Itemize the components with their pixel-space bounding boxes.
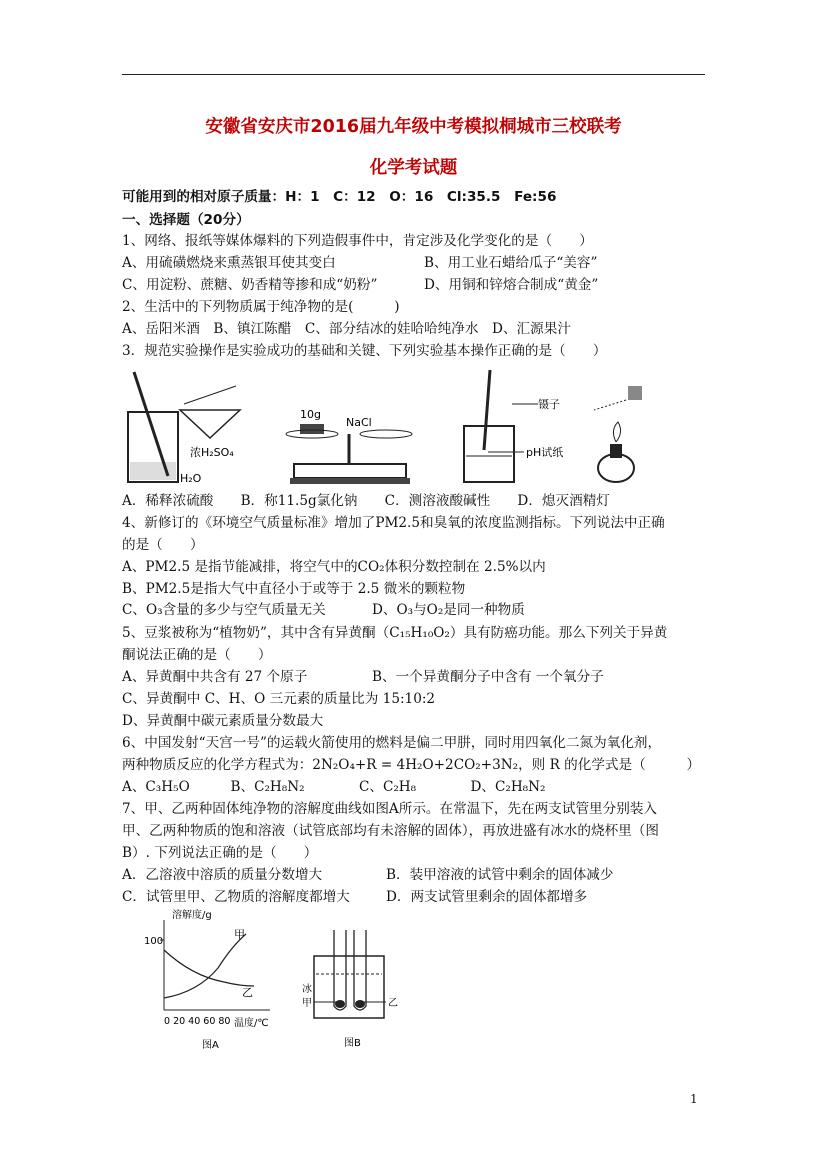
question-2: 2、生活中的下列物质属于纯净物的是( ) [122,299,400,315]
x-axis-label: 温度/℃ [234,1018,269,1029]
curve-jia [164,934,246,998]
page-subtitle: 化学考试题 [369,158,458,178]
q5-option-c: C、异黄酮中 C、H、O 三元素的质量比为 15:10:2 [122,691,436,707]
q4-option-d: D、O₃与O₂是同一种物质 [372,602,525,618]
label-water: H₂O [180,472,202,485]
fig-ph-test [464,370,563,482]
q3-figures [124,364,644,488]
curve-label-yi: 乙 [242,986,253,999]
label-ice: 冰 [302,984,312,995]
q7-option-c: C．试管里甲、乙物质的溶解度都增大 [122,889,350,905]
section-heading: 一、选择题（20分） [122,212,250,228]
label-conc-acid: 浓H₂SO₄ [190,446,234,459]
solubility-figure [140,906,290,1052]
question-3: 3．规范实验操作是实验成功的基础和关键、下列实验基本操作正确的是（ ） [122,343,607,359]
question-4-line2: 的是（ ） [122,537,204,553]
fig-dilute-acid [128,372,240,485]
figure-a-caption: 图A [202,1040,219,1051]
figure-b-caption: 图B [344,1038,361,1049]
question-1: 1、网络、报纸等媒体爆料的下列造假事件中，肯定涉及化学变化的是（ ） [122,233,593,249]
page-number: 1 [690,1092,698,1106]
y-axis-label: 溶解度/g [172,910,212,921]
y-tick-100: 100 [144,936,164,947]
curve-label-jia: 甲 [234,928,245,941]
label-tweezers: 镊子 [538,398,560,411]
q5-option-b: B、一个异黄酮分子中含有 一个氧分子 [372,669,604,685]
q7-option-a: A．乙溶液中溶质的质量分数增大 [122,867,323,883]
q5-option-d: D、异黄酮中碳元素质量分数最大 [122,713,324,729]
question-5-line2: 酮说法正确的是（ ） [122,647,272,663]
atomic-masses: 可能用到的相对原子质量：H：1 C：12 O：16 Cl:35.5 Fe:56 [122,189,557,205]
question-4-line1: 4、新修订的《环境空气质量标准》增加了PM2.5和臭氧的浓度监测指标。下列说法中正确 [122,515,665,531]
header-rule [122,74,705,75]
q1-option-c: C、用淀粉、蔗糖、奶香精等掺和成“奶粉” [122,277,378,293]
q5-option-a: A、异黄酮中共含有 27 个原子 [122,669,308,685]
label-tube-yi: 乙 [388,998,398,1009]
x-tick-labels: 0 20 40 60 80 [164,1016,231,1027]
q7-option-d: D．两支试管里剩余的固体都增多 [386,889,588,905]
q4-option-c: C、O₃含量的多少与空气质量无关 [122,602,326,618]
page-title: 安徽省安庆市2016届九年级中考模拟桐城市三校联考 [205,117,622,137]
label-nacl: NaCl [346,416,372,429]
label-tube-jia: 甲 [302,998,312,1009]
q4-option-a: A、PM2.5 是指节能减排，将空气中的CO₂体积分数控制在 2.5%以内 [122,559,546,575]
q7-option-b: B．装甲溶液的试管中剩余的固体减少 [386,867,614,883]
q6-options: A、C₃H₅O B、C₂H₈N₂ C、C₂H₈ D、C₂H₈N₂ [122,779,546,795]
label-weight: 10g [300,408,321,421]
test-tube-figure [300,922,410,1052]
question-5-line1: 5、豆浆被称为“植物奶”，其中含有异黄酮（C₁₅H₁₀O₂）具有防癌功能。那么下列关于异黄 [122,625,668,641]
question-7-line1: 7、甲、乙两种固体纯净物的溶解度曲线如图A所示。在常温下，先在两支试管里分别装入 [122,801,658,817]
question-7-line3: B）. 下列说法正确的是（ ） [122,845,318,861]
question-6-line1: 6、中国发射“天宫一号”的运载火箭使用的燃料是偏二甲肼，同时用四氧化二氮为氧化剂， [122,735,662,751]
curve-yi [164,950,254,986]
fig-alcohol-lamp [594,386,642,482]
q1-option-a: A、用硫磺燃烧来熏蒸银耳使其变白 [122,255,336,271]
q1-option-d: D、用铜和锌熔合制成“黄金” [424,277,599,293]
label-ph-paper: pH试纸 [526,446,564,459]
q4-option-b: B、PM2.5是指大气中直径小于或等于 2.5 微米的颗粒物 [122,581,466,597]
q2-options: A、岳阳米酒 B、镇江陈醋 C、部分结冰的娃哈哈纯净水 D、汇源果汁 [122,321,571,337]
q1-option-b: B、用工业石蜡给瓜子“美容” [424,255,598,271]
fig-balance [286,408,412,484]
question-7-line2: 甲、乙两种物质的饱和溶液（试管底部均有未溶解的固体），再放进盛有冰水的烧杯里（图 [122,823,659,839]
q3-options: A．稀释浓硫酸 B．称11.5g氯化钠 C．测溶液酸碱性 D．熄灭酒精灯 [122,493,610,509]
question-6-line2: 两种物质反应的化学方程式为：2N₂O₄+R = 4H₂O+2CO₂+3N₂，则 R 的化学式是（ ） [122,757,701,773]
